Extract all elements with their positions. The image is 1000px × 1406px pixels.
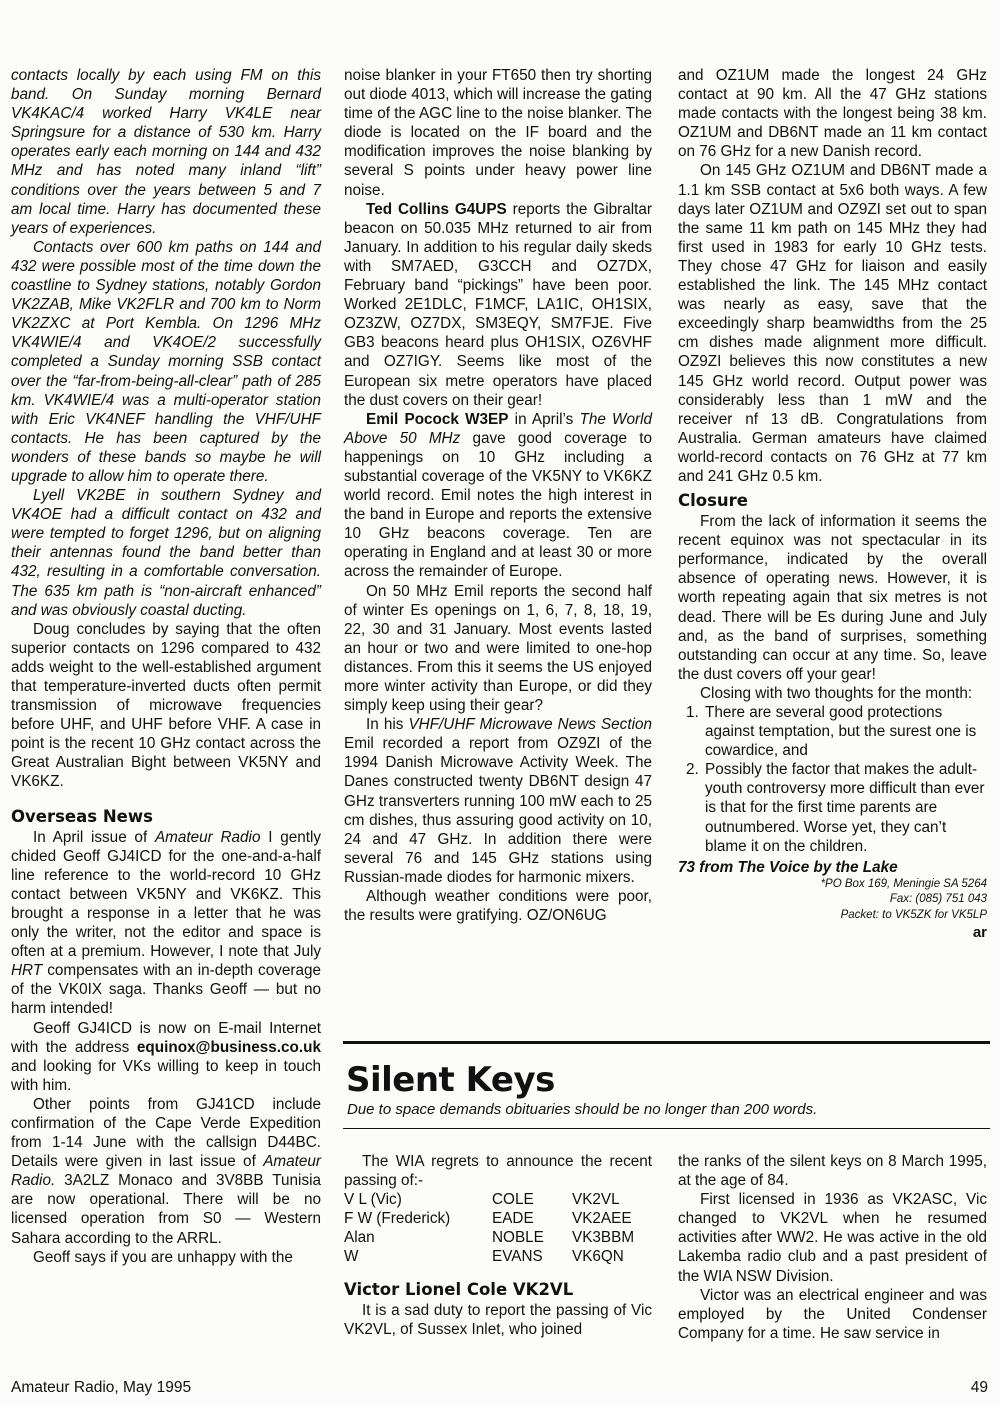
section-heading-overseas-news: Overseas News (11, 806, 153, 826)
cell-name: W (344, 1248, 359, 1266)
cell-name: Alan (344, 1229, 375, 1247)
table-row (344, 1247, 634, 1266)
paragraph: Emil Pocock W3EP in April’s The World Above 50 MHz gave good coverage to happenings on 10 GHz including a substantial coverage of the VK5NY to VK6KZ world record. Emil notes the high interest in the band in Europe and reports the extensive 10 GHz beacons coverage. Ten are operating in England and at least 30 or more across the remainder of Europe. (344, 410, 653, 581)
silent-keys-title: Silent Keys (346, 1060, 555, 1100)
packet-line: Packet: to VK5ZK for VK5LP (840, 908, 987, 921)
divider (343, 1128, 990, 1129)
end-mark: ar (972, 924, 987, 942)
column-right (678, 66, 987, 942)
column-left (11, 66, 321, 1267)
obituary-heading: Victor Lionel Cole VK2VL (344, 1279, 574, 1299)
cell-callsign: VK2AEE (572, 1210, 632, 1228)
email-address: equinox@business.co.uk (136, 1038, 321, 1056)
cell-name: V L (Vic) (344, 1191, 402, 1209)
table-row (344, 1190, 634, 1209)
paragraph: First licensed in 1936 as VK2ASC, Vic changed to VK2VL when he resumed activities after WW2. He was active in the old Lakemba radio club and a past president of the WIA NSW Division. (678, 1191, 987, 1285)
list-item: 2. Possibly the factor that makes the adult-youth controversy more difficult than ever is that for the first time parents are outnumbered. Worse yet, they can’t blame it on the children. (703, 760, 987, 855)
paragraph: Other points from GJ41CD include confirmation of the Cape Verde Expedition from 1-14 June with the callsign D44BC. Details were given in last issue of Amateur Radio. 3A2LZ Monaco and 3V8BB Tunisia are now operational. There will be no licensed operation from S0 — Western Sahara according to the ARRL. (11, 1095, 321, 1247)
cell-surname: NOBLE (492, 1229, 544, 1247)
paragraph: Ted Collins G4UPS reports the Gibraltar beacon on 50.035 MHz returned to air from January. In addition to his regular daily skeds with SM7AED, G3CCH and OZ7DX, February band “pickings” have been poor. Worked 2E1DLC, F1MCF, LA1IC, OH1SIX, OZ3ZW, OZ7DX, SM3EQY, SM7FJE. Five GB3 beacons heard plus OH1SIX, OZ6VHF and OZ7IGY. Seems like most of the European six metre operators have placed the dust covers on their gear! (344, 200, 652, 409)
cell-callsign: VK6QN (572, 1248, 624, 1266)
paragraph: Closing with two thoughts for the month: (700, 684, 973, 702)
list-item: 1. There are several good protections against temptation, but the surest one is cowardice, and (703, 703, 987, 760)
paragraph: On 145 GHz OZ1UM and DB6NT made a 1.1 km SSB contact at 5x6 both ways. A few days later OZ1UM and OZ9ZI set out to span the same 11 km path on 145 MHz they had first used in 1983 for early 10 GHz tests. They chose 47 GHz for liaison and easily established the link. The 145 MHz contact was nearly as easy, save that the exceedingly sharp beamwidths from the 25 cm dishes made alignment more difficult. OZ9ZI believes this now constitutes a new 145 GHz world record. Output power was considerably less than 1 mW and the receiver nf 13 dB. Congratulations from Australia. German amateurs have claimed world-record contacts on 76 GHz at 77 km and 241 GHz 0.5 km. (678, 162, 987, 485)
section-heading-closure: Closure (678, 491, 748, 511)
cell-callsign: VK3BBM (572, 1229, 635, 1247)
fax-line: Fax: (085) 751 043 (889, 893, 987, 906)
divider (343, 1041, 990, 1044)
silent-keys-subtitle: Due to space demands obituaries should be no longer than 200 words. (347, 1101, 818, 1118)
paragraph: It is a sad duty to report the passing of Vic VK2VL, of Sussex Inlet, who joined (344, 1301, 652, 1338)
silent-keys-column-1 (344, 1152, 652, 1339)
paragraph: On 50 MHz Emil reports the second half of winter Es openings on 1, 6, 7, 8, 18, 19, 22, 30 and 31 January. Most events lasted an hour or two and were limited to one-hop distances. From this it seems the US enjoyed more winter activity than Europe, or did they simply keep using their gear? (344, 582, 652, 715)
signature: 73 from The Voice by the Lake (678, 858, 898, 876)
paragraph: Although weather conditions were poor, the results were gratifying. OZ/ON6UG (344, 888, 652, 925)
paragraph: In April issue of Amateur Radio I gently chided Geoff GJ4ICD for the one-and-a-half line reference to the world-record 10 GHz contact between VK5NY and VK6KZ. This brought a response in a letter that he was only the writer, not the editor and space is often at a premium. However, I note that July HRT compensates with an in-depth coverage of the VK0IX saga. Thanks Geoff — but no harm intended! (11, 828, 322, 1018)
address-line: *PO Box 169, Meningie SA 5264 (820, 877, 987, 890)
paragraph: The WIA regrets to announce the recent passing of:- (344, 1153, 652, 1190)
paragraph: From the lack of information it seems the recent equinox was not spectacular in its performance, indicated by the overall absence of operating news. However, it is worth repeating again that six metres is not dead. There will be Es during June and July and, as the band of surprises, something outstanding can occur at any time. So, leave the dust covers off your gear! (678, 513, 987, 683)
paragraph: contacts locally by each using FM on this band. On Sunday morning Bernard VK4KAC/4 worked Harry VK4LE near Springsure for a distance of 530 km. Harry operates early each morning on 144 and 432 MHz and has noted many inland “lift” conditions over the years between 5 and 7 am local time. Harry has documented these years of experiences. (11, 67, 321, 237)
paragraph: Geoff says if you are unhappy with the (33, 1248, 293, 1266)
column-middle (344, 66, 652, 925)
paragraph: Victor was an electrical engineer and was employed by the United Condenser Company for a time. He saw service in (678, 1286, 987, 1342)
paragraph: Geoff GJ4ICD is now on E-mail Internet with the address equinox@business.co.uk and looking for VKs willing to keep in touch with him. (11, 1019, 321, 1094)
paragraph: Doug concludes by saying that the often superior contacts on 1296 compared to 432 adds weight to the well-established argument that temperature-inverted ducts often permit transmission of microwave frequencies before UHF, and UHF before VHF. A case in point is the recent 10 GHz contact across the Great Australian Bight between VK5NY and VK6KZ. (11, 620, 321, 791)
paragraph: In his VHF/UHF Microwave News Section Emil recorded a report from OZ9ZI of the 1994 Danish Microwave Activity Week. The Danes constructed twenty DB6NT design 47 GHz transverters running 100 mW each to 25 cm dishes, thus assuring good activity on 10, 24 and 47 GHz. In addition there were several 76 and 145 GHz stations using Russian-made diodes for harmonic mixers. (344, 716, 652, 886)
cell-surname: EVANS (492, 1248, 543, 1266)
thoughts-list (678, 703, 987, 856)
cell-surname: COLE (492, 1191, 534, 1209)
page-number: 49 (970, 1379, 988, 1396)
paragraph: the ranks of the silent keys on 8 March 1995, at the age of 84. (678, 1153, 987, 1190)
passing-table (344, 1190, 634, 1266)
table-row (344, 1228, 634, 1247)
table-row (344, 1209, 634, 1228)
paragraph: Contacts over 600 km paths on 144 and 432 were possible most of the time down the coastline to Sydney stations, notably Gordon VK2ZAB, Mike VK2FLR and 700 km to Norm VK2ZXC at Port Kembla. On 1296 MHz VK4WIE/4 and VK4OE/2 successfully completed a Sunday morning SSB contact over the “far-from-being-all-clear” path of 285 km. VK4WIE/4 was a multi-operator station with Eric VK4NEF handling the VHF/UHF contacts. He has been captured by the wonders of these bands so maybe he will upgrade to allow him to operate there. (11, 238, 321, 485)
cell-surname: EADE (492, 1210, 534, 1228)
cell-callsign: VK2VL (572, 1191, 620, 1209)
footer-publication: Amateur Radio, May 1995 (11, 1379, 192, 1396)
paragraph: noise blanker in your FT650 then try shorting out diode 4013, which will increase the gating time of the AGC line to the noise blanker. The diode is located on the IF board and the modification improves the noise blanking by several S points under heavy power line noise. (344, 67, 652, 199)
cell-name: F W (Frederick) (344, 1210, 451, 1228)
silent-keys-column-2 (678, 1152, 987, 1343)
paragraph: Lyell VK2BE in southern Sydney and VK4OE had a difficult contact on 432 and were tempted to forget 1296, but on aligning their antennas found the band better than 432, resulting in a comfortable conversation. The 635 km path is “non-aircraft enhanced” and was obviously coastal ducting. (11, 487, 321, 619)
paragraph: and OZ1UM made the longest 24 GHz contact at 90 km. All the 47 GHz stations made contacts with the longest being 38 km. OZ1UM and DB6NT made an 11 km contact on 76 GHz for a new Danish record. (678, 67, 987, 161)
